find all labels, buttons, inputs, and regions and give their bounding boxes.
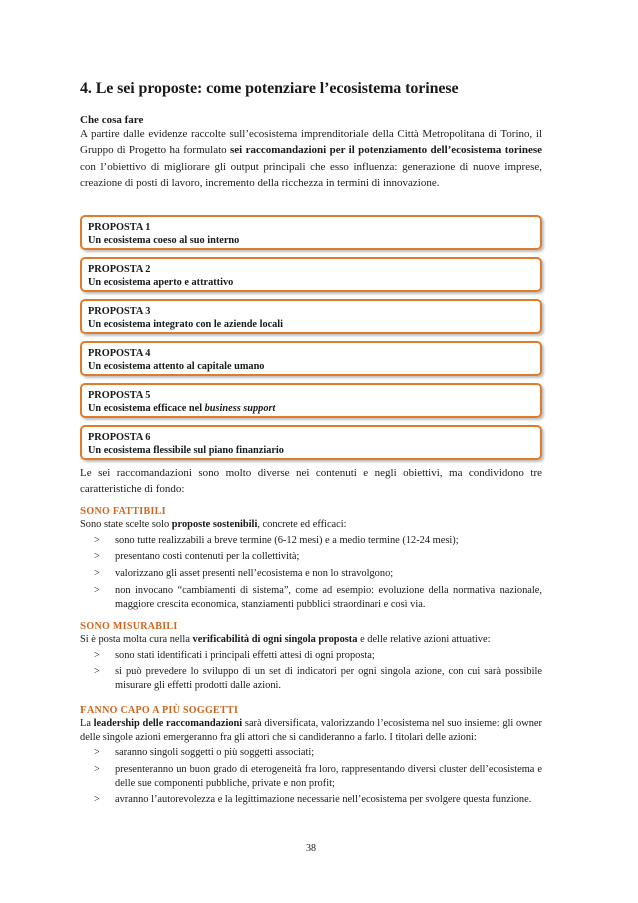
page-title: 4. Le sei proposte: come potenziare l’ecosistema torinese bbox=[80, 80, 459, 97]
section-title-cap: F bbox=[80, 704, 88, 716]
section-title-rest: ONO MISURABILI bbox=[86, 621, 178, 632]
bullet-marker: > bbox=[94, 649, 100, 661]
bullet-marker: > bbox=[94, 747, 100, 758]
proposal-box-6 bbox=[80, 425, 542, 460]
proposal-title: PROPOSTA 5 bbox=[88, 390, 151, 401]
bullet-text: presentano costi contenuti per la collettività; bbox=[115, 551, 300, 563]
proposal-title: PROPOSTA 1 bbox=[88, 222, 151, 233]
intro-text-a: A partire dalle evidenze raccolte sull’ecosistema imprenditoriale della Città Metropolitana di Torino, il Gruppo di Progetto ha formulato bbox=[80, 128, 542, 157]
bullet-text: valorizzano gli asset presenti nell’ecosistema e non lo stravolgono; bbox=[115, 568, 394, 580]
list-item bbox=[80, 534, 542, 548]
list-item bbox=[80, 567, 542, 581]
bullet-marker: > bbox=[94, 763, 100, 775]
bullet-marker: > bbox=[94, 534, 100, 546]
section-title-rest: ONO FATTIBILI bbox=[86, 506, 166, 517]
proposal-box-1 bbox=[80, 215, 542, 250]
section-lead bbox=[80, 633, 542, 647]
proposal-box-4 bbox=[80, 341, 542, 376]
proposal-desc bbox=[88, 402, 534, 415]
lead-c: e delle relative azioni attuative: bbox=[357, 634, 491, 645]
proposal-desc: Un ecosistema attento al capitale umano bbox=[88, 361, 265, 372]
bullet-text: si può prevedere lo sviluppo di un set di indicatori per ogni singola azione, con cui sarà possibile misurare gli effetti prodotti dalle azioni. bbox=[115, 666, 542, 692]
proposal-desc: Un ecosistema integrato con le aziende locali bbox=[88, 319, 284, 330]
bullet-text: non invocano “cambiamenti di sistema”, come ad esempio: evoluzione della normativa nazionale, maggiore crescita economica, stanziamenti pubblici straordinari e così via. bbox=[115, 584, 542, 610]
lead-a: Si è posta molta cura nella bbox=[80, 634, 193, 645]
outro-paragraph: Le sei raccomandazioni sono molto diverse nei contenuti e negli obiettivi, ma condividono tre caratteristiche di fondo: bbox=[80, 467, 542, 496]
lead-bold: verificabilità di ogni singola proposta bbox=[192, 634, 358, 645]
intro-paragraph bbox=[80, 126, 542, 191]
section-multi-party bbox=[80, 704, 542, 810]
bullet-text: saranno singoli soggetti o più soggetti associati; bbox=[115, 747, 315, 758]
section-title-cap: S bbox=[80, 505, 87, 517]
proposal-title: PROPOSTA 4 bbox=[88, 348, 151, 359]
intro-subtitle: Che cosa fare bbox=[80, 114, 144, 126]
list-item bbox=[80, 649, 542, 663]
lead-a: La bbox=[80, 718, 94, 729]
lead-a: Sono state scelte solo bbox=[80, 519, 172, 530]
intro-text-bold: sei raccomandazioni per il potenziamento dell’ecosistema torinese bbox=[230, 144, 542, 157]
list-item bbox=[80, 793, 542, 807]
proposal-desc: Un ecosistema coeso al suo interno bbox=[88, 235, 240, 246]
lead-bold: leadership delle raccomandazioni bbox=[93, 718, 243, 729]
section-title-rest: ANNO CAPO A PIÙ SOGGETTI bbox=[87, 705, 239, 716]
list-item bbox=[80, 763, 542, 791]
proposal-title: PROPOSTA 2 bbox=[88, 264, 151, 275]
intro-text-c: con l’obiettivo di migliorare gli output principali che esso influenza: generazione di nuove imprese, creazione di posti di lavoro, incremento della ricchezza in termini di innovazione. bbox=[80, 160, 542, 189]
lead-c: sarà diversificata, valorizzando l’ecosistema nel suo insieme: gli owner delle singole azioni emergeranno fra gli attori che si candideranno a farlo. I titolari delle azioni: bbox=[80, 718, 542, 743]
section-measurable bbox=[80, 620, 542, 696]
bullet-text: presenteranno un buon grado di eterogeneità fra loro, rappresentando diversi cluster dell’ecosistema e delle sue componenti pubbliche, private e non profit; bbox=[115, 763, 542, 789]
section-feasible bbox=[80, 505, 542, 614]
bullet-text: sono tutte realizzabili a breve termine (6-12 mesi) e a medio termine (12-24 mesi); bbox=[115, 534, 459, 546]
lead-c: , concrete ed efficaci: bbox=[257, 519, 347, 530]
list-item bbox=[80, 584, 542, 612]
proposal-box-2 bbox=[80, 257, 542, 292]
bullet-marker: > bbox=[94, 568, 100, 580]
proposals-list bbox=[80, 215, 542, 467]
section-title-cap: S bbox=[80, 620, 87, 632]
section-lead bbox=[80, 518, 542, 532]
bullet-marker: > bbox=[94, 584, 100, 596]
lead-bold: proposte sostenibili bbox=[171, 519, 258, 530]
bullet-marker: > bbox=[94, 551, 100, 563]
list-item bbox=[80, 665, 542, 693]
section-title bbox=[80, 505, 542, 517]
proposal-title: PROPOSTA 6 bbox=[88, 432, 151, 443]
section-lead bbox=[80, 717, 542, 744]
section-title bbox=[80, 620, 542, 632]
bullet-marker: > bbox=[94, 666, 100, 678]
list-item bbox=[80, 746, 542, 760]
proposal-title: PROPOSTA 3 bbox=[88, 306, 151, 317]
proposal-desc: Un ecosistema aperto e attrattivo bbox=[88, 277, 234, 288]
proposal-box-5 bbox=[80, 383, 542, 418]
bullet-list bbox=[80, 534, 542, 612]
bullet-marker: > bbox=[94, 794, 100, 806]
bullet-text: avranno l’autorevolezza e la legittimazione necessarie nell’ecosistema per svolgere questa funzione. bbox=[115, 794, 532, 806]
section-title bbox=[80, 704, 542, 716]
intro-section bbox=[80, 114, 542, 191]
proposal-desc-a: Un ecosistema efficace nel bbox=[88, 403, 205, 414]
proposal-box-3 bbox=[80, 299, 542, 334]
proposal-desc-italic: business support bbox=[204, 403, 276, 414]
list-item bbox=[80, 550, 542, 564]
bullet-list bbox=[80, 746, 542, 807]
bullet-text: sono stati identificati i principali effetti attesi di ogni proposta; bbox=[115, 649, 375, 661]
proposal-desc: Un ecosistema flessibile sul piano finanziario bbox=[88, 445, 284, 456]
bullet-list bbox=[80, 649, 542, 693]
page-number: 38 bbox=[306, 843, 316, 854]
